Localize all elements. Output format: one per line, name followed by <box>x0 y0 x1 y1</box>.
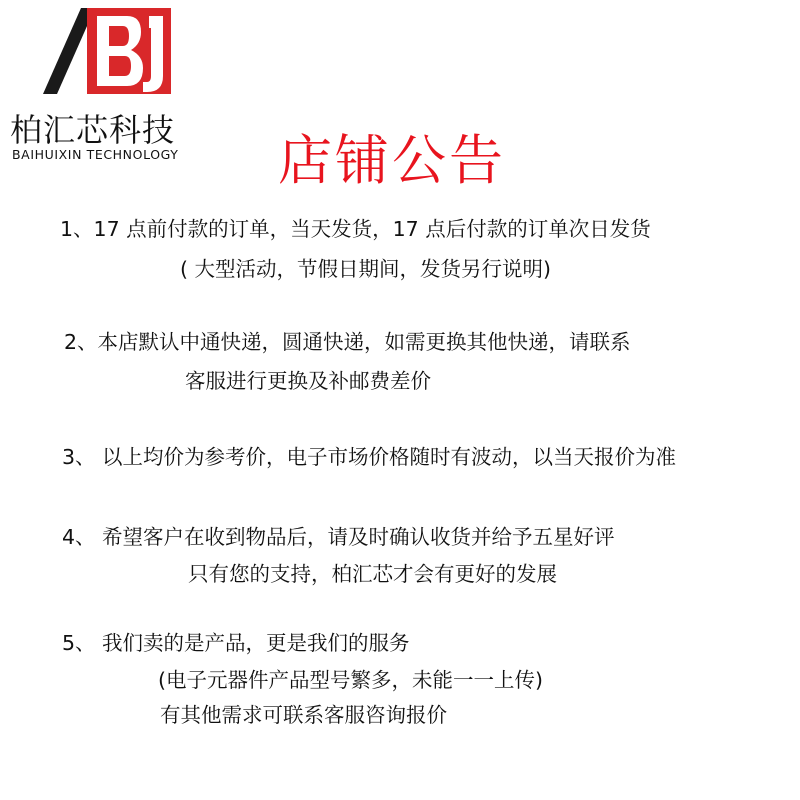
brand-name-en: BAIHUIXIN TECHNOLOGY <box>12 147 179 162</box>
notice-item-2-line-1: 2、本店默认中通快递，圆通快递，如需更换其他快递，请联系 <box>64 330 631 354</box>
notice-title: 店铺公告 <box>278 129 506 192</box>
brand-logo-mark-icon <box>43 6 173 102</box>
brand-logo <box>8 6 208 166</box>
notice-item-5-line-2: (电子元器件产品型号繁多，未能一一上传) <box>158 668 543 692</box>
notice-item-1-line-2: ( 大型活动，节假日期间，发货另行说明) <box>180 257 552 281</box>
brand-name-cn: 柏汇芯科技 <box>10 111 176 149</box>
notice-item-2-line-2: 客服进行更换及补邮费差价 <box>185 369 431 393</box>
notice-item-5-line-1: 5、 我们卖的是产品，更是我们的服务 <box>62 631 410 655</box>
notice-item-4-line-1: 4、 希望客户在收到物品后，请及时确认收货并给予五星好评 <box>62 525 615 549</box>
notice-item-3-line-1: 3、 以上均价为参考价，电子市场价格随时有波动，以当天报价为准 <box>62 445 677 469</box>
notice-item-4-line-2: 只有您的支持，柏汇芯才会有更好的发展 <box>188 562 557 586</box>
notice-item-1-line-1: 1、17 点前付款的订单，当天发货，17 点后付款的订单次日发货 <box>60 217 651 241</box>
notice-item-5-line-3: 有其他需求可联系客服咨询报价 <box>160 703 447 727</box>
